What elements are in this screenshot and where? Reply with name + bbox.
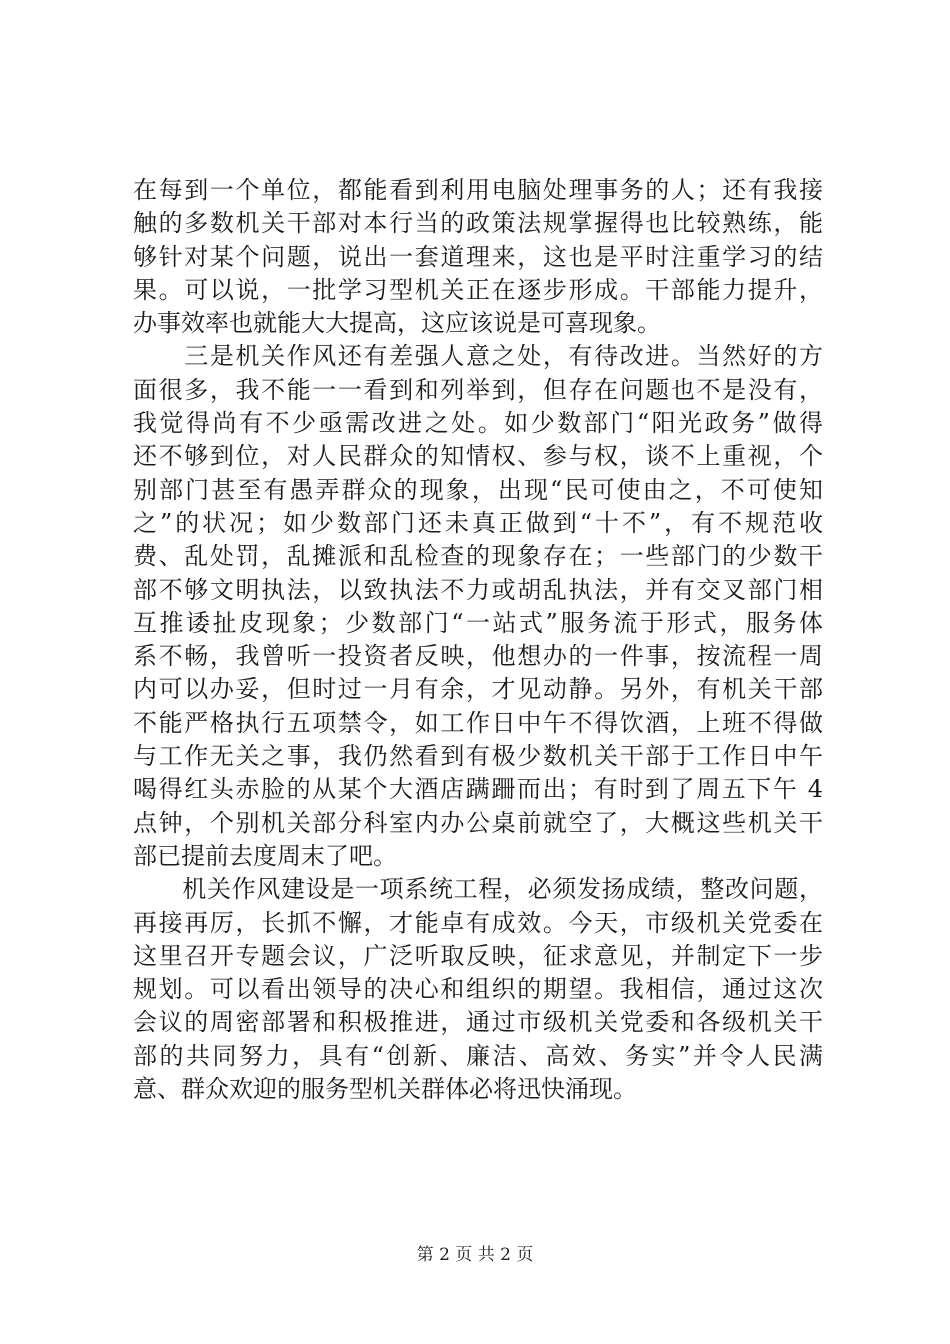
paragraph: [133, 873, 823, 1106]
text-line: 不能严格执行五项禁令，如工作日中午不得饮酒，上班不得做: [133, 708, 823, 737]
text-line: 触的多数机关干部对本行当的政策法规掌握得也比较熟练，能: [133, 209, 823, 238]
text-line: 意、群众欢迎的服务型机关群体必将迅快涌现。: [133, 1075, 637, 1104]
document-body: [133, 174, 823, 1106]
text-line: 互推诿扯皮现象；少数部门“一站式”服务流于形式，服务体: [133, 608, 823, 637]
text-line: 办事效率也就能大大提高，这应该说是可喜现象。: [133, 309, 661, 338]
text-line: 费、乱处罚，乱摊派和乱检查的现象存在；一些部门的少数干: [133, 542, 823, 571]
text-line: 这里召开专题会议，广泛听取反映，征求意见，并制定下一步: [133, 941, 823, 970]
text-line: 果。可以说，一批学习型机关正在逐步形成。干部能力提升，: [133, 275, 823, 304]
text-line: 内可以办妥，但时过一月有余，才见动静。另外，有机关干部: [133, 675, 823, 704]
paragraph: [133, 340, 823, 873]
text-line: 规划。可以看出领导的决心和组织的期望。我相信，通过这次: [133, 975, 823, 1004]
paragraph: [133, 174, 823, 340]
text-line: 够针对某个问题，说出一套道理来，这也是平时注重学习的结: [133, 242, 823, 271]
text-line: 机关作风建设是一项系统工程，必须发扬成绩，整改问题，: [133, 875, 823, 904]
text-line: 在每到一个单位，都能看到利用电脑处理事务的人；还有我接: [133, 176, 823, 204]
text-line: 之”的状况；如少数部门还未真正做到“十不”，有不规范收: [133, 508, 823, 537]
text-line: 喝得红头赤脸的从某个大酒店蹒跚而出；有时到了周五下午 4: [133, 775, 823, 804]
text-line: 面很多，我不能一一看到和列举到，但存在问题也不是没有，: [133, 375, 823, 404]
text-line: 再接再厉，长抓不懈，才能卓有成效。今天，市级机关党委在: [133, 908, 823, 937]
page-number-footer: 第 2 页 共 2 页: [416, 1245, 534, 1265]
text-line: 点钟，个别机关部分科室内办公桌前就空了，大概这些机关干: [133, 808, 823, 837]
text-line: 别部门甚至有愚弄群众的现象，出现“民可使由之，不可使知: [133, 475, 823, 504]
text-line: 部不够文明执法，以致执法不力或胡乱执法，并有交叉部门相: [133, 575, 823, 604]
text-line: 会议的周密部署和积极推进，通过市级机关党委和各级机关干: [133, 1008, 823, 1037]
text-line: 三是机关作风还有差强人意之处，有待改进。当然好的方: [133, 342, 823, 371]
text-line: 我觉得尚有不少亟需改进之处。如少数部门“阳光政务”做得: [133, 409, 823, 438]
text-line: 与工作无关之事，我仍然看到有极少数机关干部于工作日中午: [133, 742, 823, 771]
text-line: 部已提前去度周末了吧。: [133, 841, 397, 870]
text-line: 部的共同努力，具有“创新、廉洁、高效、务实”并令人民满: [133, 1041, 823, 1070]
text-line: 系不畅，我曾听一投资者反映，他想办的一件事，按流程一周: [133, 642, 823, 671]
text-line: 还不够到位，对人民群众的知情权、参与权，谈不上重视，个: [133, 442, 823, 471]
